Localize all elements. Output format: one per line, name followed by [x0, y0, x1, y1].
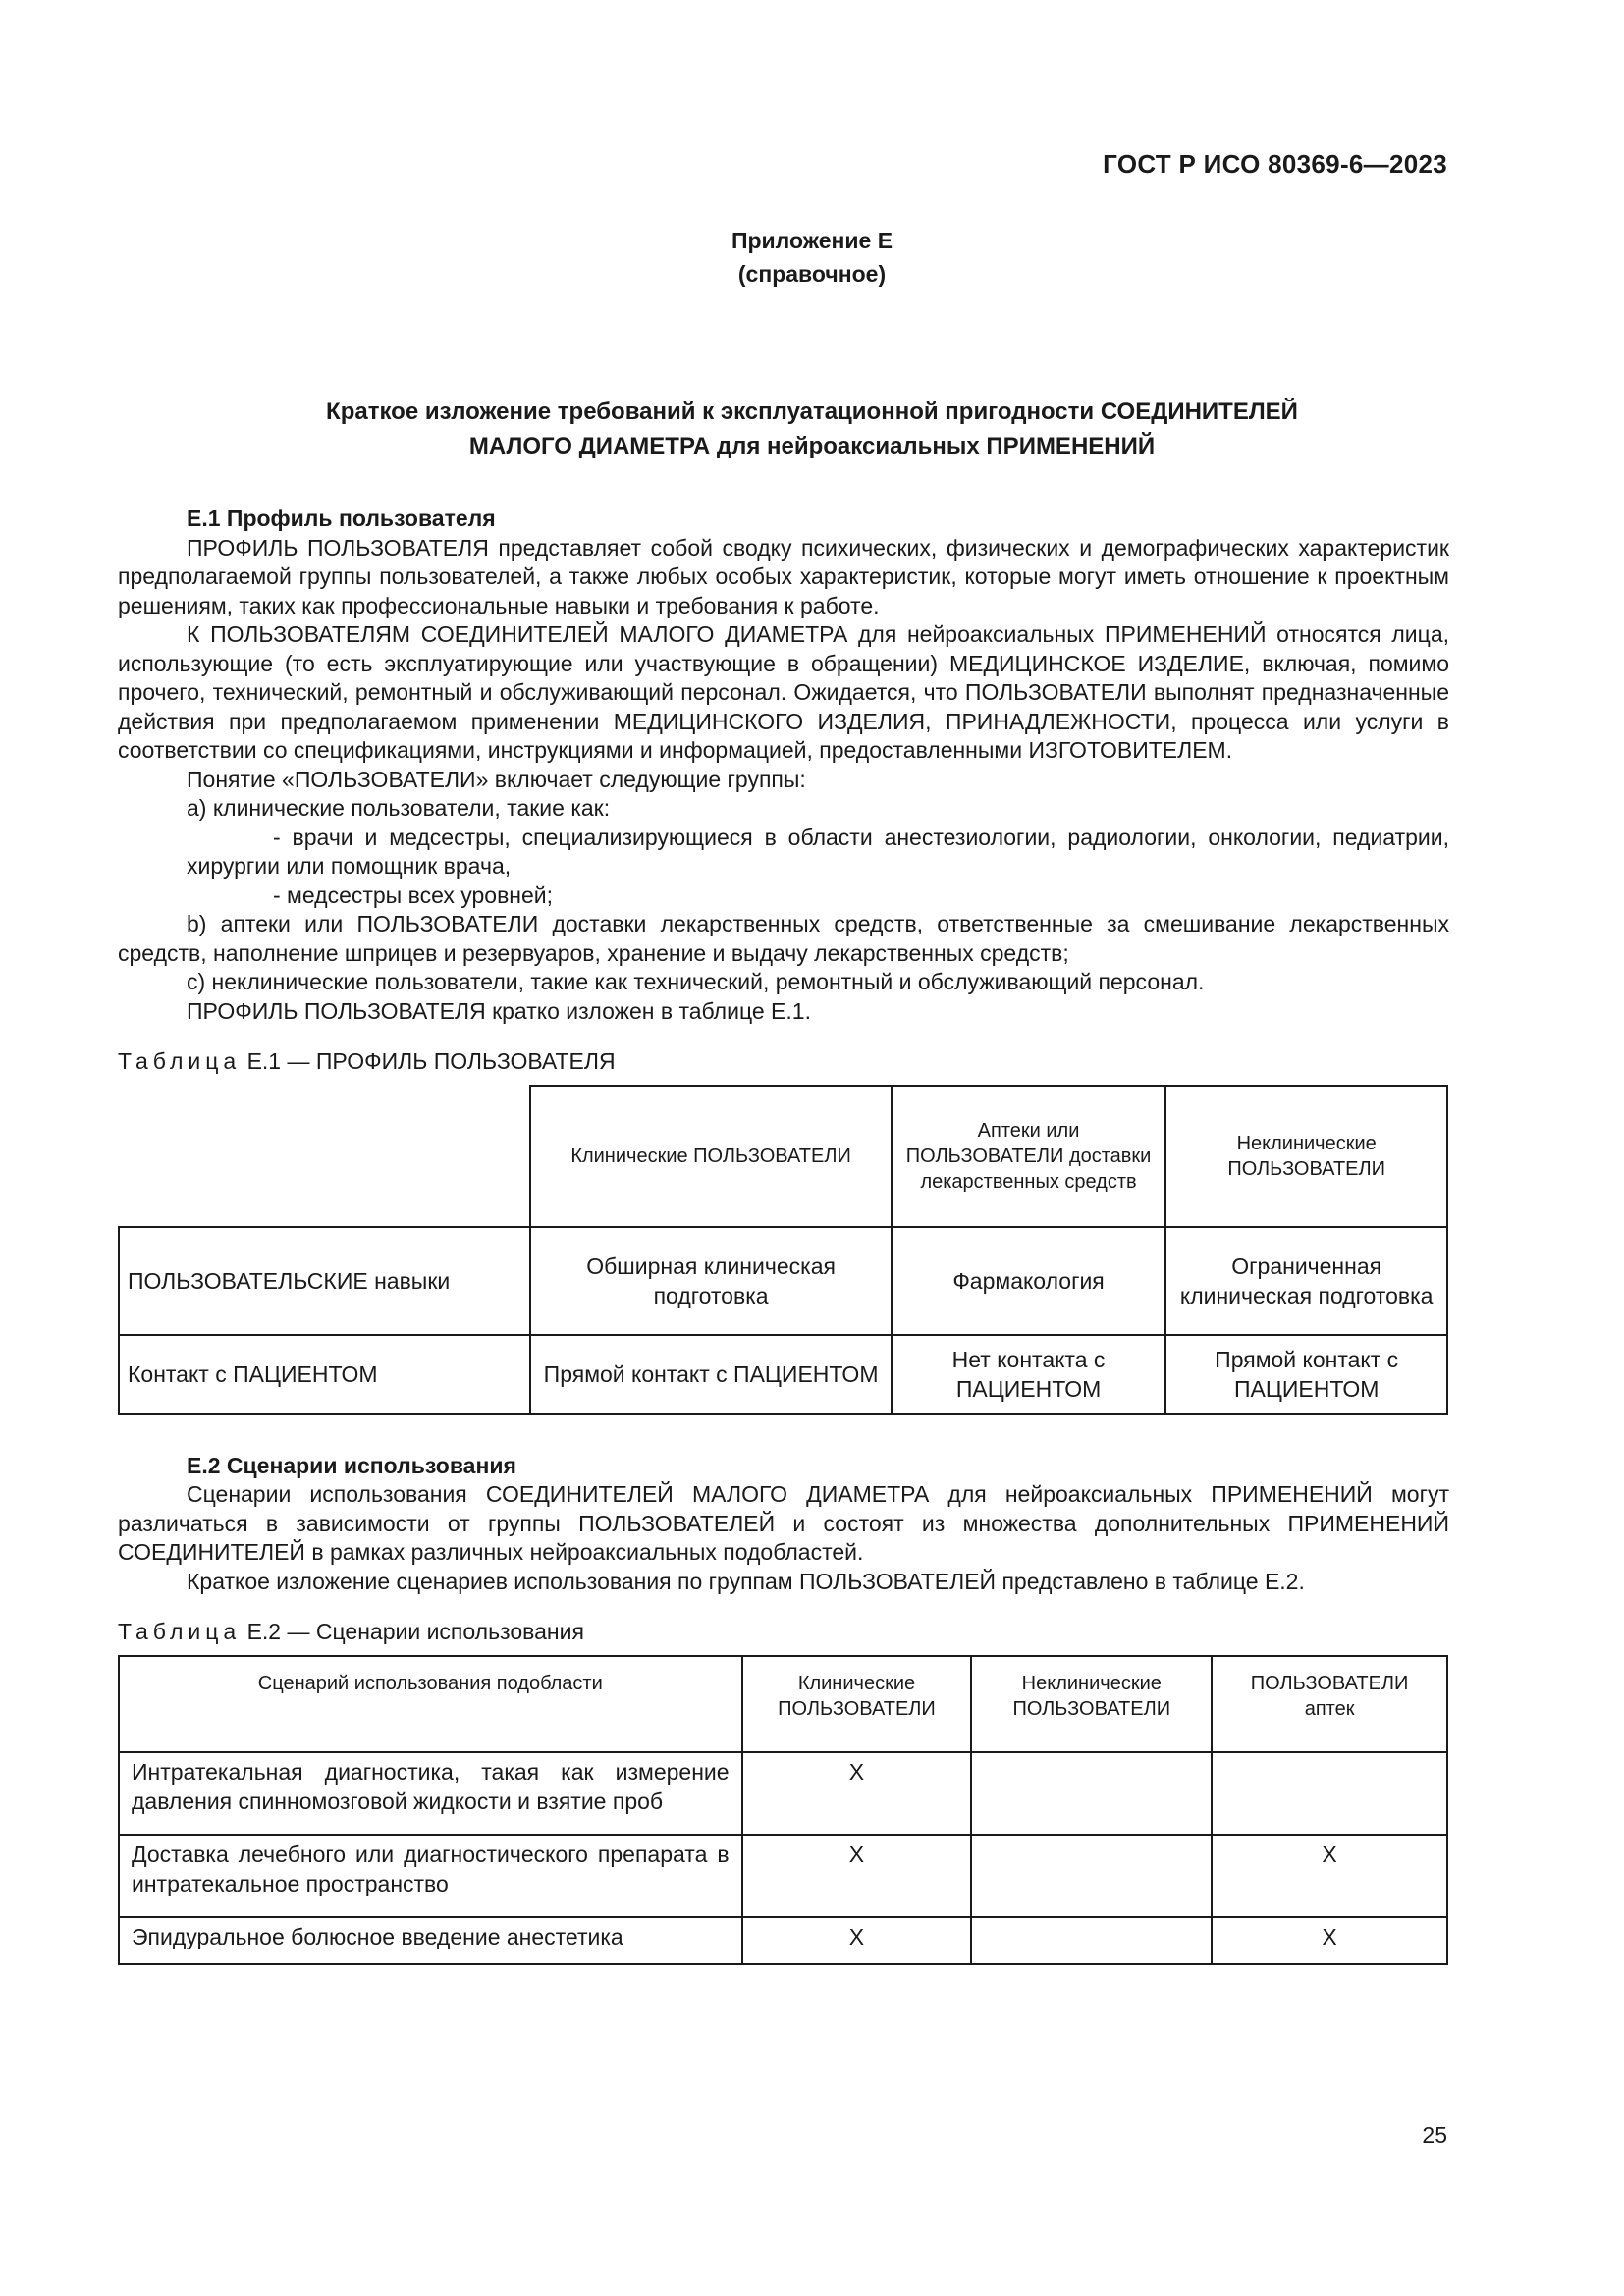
section-e2-heading: E.2 Сценарии использования — [187, 1452, 516, 1478]
list-subitem: - врачи и медсестры, специализирующиеся в области анестезиологии, радиологии, онкологии, педиатрии, хирургии или помощник врача, — [187, 824, 1449, 879]
caption-text: E.1 — ПРОФИЛЬ ПОЛЬЗОВАТЕЛЯ — [241, 1048, 616, 1074]
list-item-a: a) клинические пользователи, такие как: — [187, 795, 611, 821]
annex-type: (справочное) — [737, 261, 887, 287]
table-row — [119, 1227, 1447, 1335]
section-e2-paragraph: Краткое изложение сценариев использования по группам ПОЛЬЗОВАТЕЛЕЙ представлено в таблице E.2. — [187, 1568, 1305, 1594]
main-title — [177, 395, 1447, 463]
caption-label: Таблица — [118, 1048, 242, 1074]
table-corner-cell — [119, 1086, 530, 1227]
table-header-cell: Клинические ПОЛЬЗОВАТЕЛИ — [742, 1656, 972, 1752]
table-cell: Обширная клиническая подготовка — [530, 1227, 891, 1335]
table-cell: Прямой контакт с ПАЦИЕНТОМ — [1165, 1335, 1447, 1414]
clinical-cell: X — [742, 1752, 972, 1835]
table-e1 — [118, 1085, 1448, 1415]
table-header-row — [119, 1656, 1447, 1752]
table-e2 — [118, 1655, 1448, 1965]
main-title-line1: Краткое изложение требований к эксплуатационной пригодности СОЕДИНИТЕЛЕЙ — [326, 399, 1298, 425]
list-item-c: c) неклинические пользователи, такие как технический, ремонтный и обслуживающий персонал. — [187, 969, 1205, 994]
nonclinical-cell — [971, 1835, 1212, 1917]
annex-heading — [0, 224, 1624, 291]
pharmacy-cell — [1212, 1752, 1447, 1835]
nonclinical-cell — [971, 1752, 1212, 1835]
annex-title: Приложение E — [731, 228, 893, 253]
table-e1-caption — [118, 1047, 1449, 1077]
standard-code: ГОСТ Р ИСО 80369-6—2023 — [1103, 149, 1447, 179]
clinical-cell: X — [742, 1917, 972, 1964]
table-header-row — [119, 1086, 1447, 1227]
table-row — [119, 1917, 1447, 1964]
section-e1-paragraph: ПРОФИЛЬ ПОЛЬЗОВАТЕЛЯ представляет собой сводку психических, физических и демографических характеристик предполагаемой группы пользователей, а также любых особых характеристик, которые могут иметь отношение к проектным решениям, таких как профессиональные навыки и требования к работе. — [118, 534, 1449, 618]
list-subitem: - медсестры всех уровней; — [273, 881, 554, 908]
table-row-label: ПОЛЬЗОВАТЕЛЬСКИЕ навыки — [119, 1227, 530, 1335]
table-cell: Ограниченная клиническая подготовка — [1165, 1227, 1447, 1335]
scenario-cell: Доставка лечебного или диагностического препарата в интратекальное пространство — [119, 1835, 742, 1917]
list-item-b: b) аптеки или ПОЛЬЗОВАТЕЛИ доставки лекарственных средств, ответственные за смешивание лекарственных средств, наполнение шприцев и резервуаров, хранение и выдачу лекарственных средств; — [118, 911, 1449, 966]
page-content — [118, 505, 1449, 1965]
scenario-cell: Эпидуральное болюсное введение анестетика — [119, 1917, 742, 1964]
table-row — [119, 1835, 1447, 1917]
section-e2-paragraph: Сценарии использования СОЕДИНИТЕЛЕЙ МАЛОГО ДИАМЕТРА для нейроаксиальных ПРИМЕНЕНИЙ могут различаться в зависимости от группы ПОЛЬЗОВАТЕЛЕЙ и состоят из множества дополнительных ПРИМЕНЕНИЙ СОЕДИНИТЕЛЕЙ в рамках различных нейроаксиальных подобластей. — [118, 1481, 1449, 1565]
page-number: 25 — [1422, 2122, 1447, 2148]
table-header-cell: Неклинические ПОЛЬЗОВАТЕЛИ — [971, 1656, 1212, 1752]
scenario-cell: Интратекальная диагностика, такая как измерение давления спинномозговой жидкости и взятие проб — [119, 1752, 742, 1835]
caption-text: E.2 — Сценарии использования — [241, 1619, 584, 1644]
table-row-label: Контакт с ПАЦИЕНТОМ — [119, 1335, 530, 1414]
table-e2-caption — [118, 1618, 1449, 1647]
section-e1-paragraph: Понятие «ПОЛЬЗОВАТЕЛИ» включает следующие группы: — [187, 766, 806, 792]
table-cell: Фармакология — [892, 1227, 1166, 1335]
caption-label: Таблица — [118, 1619, 242, 1644]
table-header-cell: Аптеки или ПОЛЬЗОВАТЕЛИ доставки лекарственных средств — [892, 1086, 1166, 1227]
table-row — [119, 1752, 1447, 1835]
table-header-cell: Клинические ПОЛЬЗОВАТЕЛИ — [530, 1086, 891, 1227]
section-e1-paragraph: ПРОФИЛЬ ПОЛЬЗОВАТЕЛЯ кратко изложен в таблице E.1. — [187, 997, 811, 1024]
table-header-cell: ПОЛЬЗОВАТЕЛИ аптек — [1212, 1656, 1447, 1752]
nonclinical-cell — [971, 1917, 1212, 1964]
pharmacy-cell: X — [1212, 1835, 1447, 1917]
pharmacy-cell: X — [1212, 1917, 1447, 1964]
clinical-cell: X — [742, 1835, 972, 1917]
section-e1-paragraph: К ПОЛЬЗОВАТЕЛЯМ СОЕДИНИТЕЛЕЙ МАЛОГО ДИАМЕТРА для нейроаксиальных ПРИМЕНЕНИЙ относятся лица, использующие (то есть эксплуатирующие или участвующие в обращении) МЕДИЦИНСКОЕ ИЗДЕЛИЕ, включая, помимо прочего, технический, ремонтный и обслуживающий персонал. Ожидается, что ПОЛЬЗОВАТЕЛИ выполнят предназначенные действия при предполагаемом применении МЕДИЦИНСКОГО ИЗДЕЛИЯ, ПРИНАДЛЕЖНОСТИ, процесса или услуги в соответствии со спецификациями, инструкциями и информацией, предоставленными ИЗГОТОВИТЕЛЕМ. — [118, 621, 1449, 763]
table-header-cell: Сценарий использования подобласти — [119, 1656, 742, 1752]
table-cell: Нет контакта с ПАЦИЕНТОМ — [892, 1335, 1166, 1414]
table-row — [119, 1335, 1447, 1414]
table-cell: Прямой контакт с ПАЦИЕНТОМ — [530, 1335, 891, 1414]
main-title-line2: МАЛОГО ДИАМЕТРА для нейроаксиальных ПРИМЕНЕНИЙ — [468, 433, 1156, 459]
section-e1-heading: E.1 Профиль пользователя — [187, 506, 496, 531]
table-header-cell: Неклинические ПОЛЬЗОВАТЕЛИ — [1165, 1086, 1447, 1227]
